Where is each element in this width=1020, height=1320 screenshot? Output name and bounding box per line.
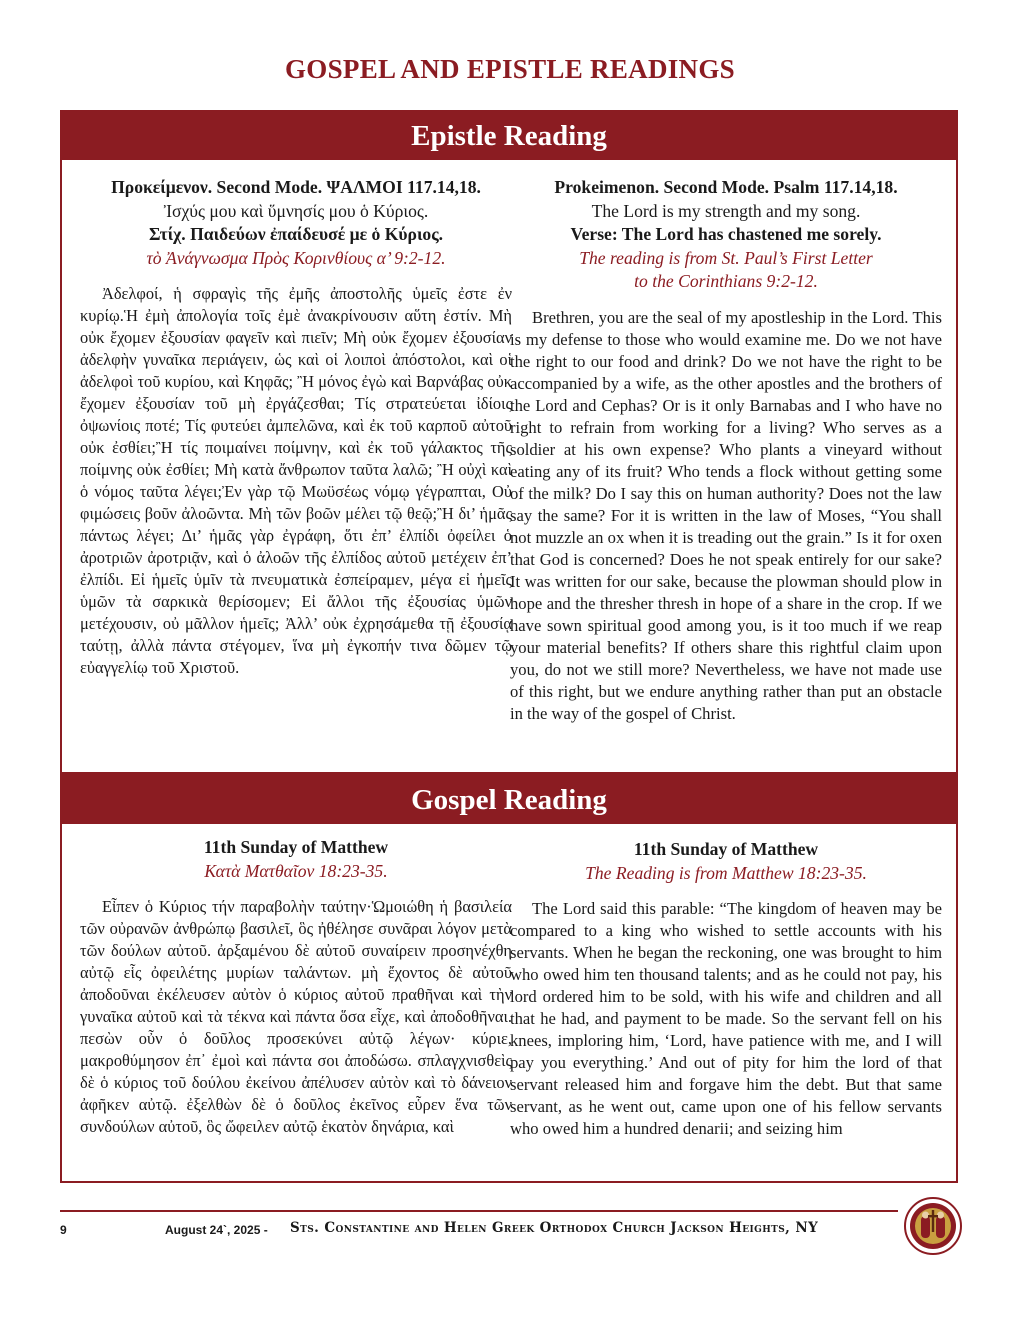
gospel-english-body: The Lord said this parable: “The kingdom of heaven may be compared to a king who wished to settle accounts with his servants. When he began the reckoning, one was brought to him who owed him ten thousand talents; and as he could not pay, his lord ordered him to be sold, with his wife and children and all that he had, and payment to be made. So the servant fell on his knees, imploring him, ‘Lord, have patience with me, and I will pay you everything.’ And out of pity for him the lord of that servant released him and forgave him the debt. But that same servant, as he went out, came upon one of his fellow servants who owed him a hundred denarii; and seizing him: [510, 899, 942, 1138]
church-seal-icon: [903, 1196, 963, 1256]
greek-prokeimenon: Προκείμενον. Second Mode. ΨΑΛΜΟΙ 117.14,18.: [111, 177, 481, 197]
gospel-header: Gospel Reading: [62, 776, 956, 824]
page-title: GOSPEL AND EPISTLE READINGS: [285, 54, 735, 84]
epistle-english-body: Brethren, you are the seal of my apostleship in the Lord. This is my defense to those who would examine me. Do we not have the right to our food and drink? Do we not have the right to be accompanied by a wife, as the other apostles and the brothers of the Lord and Cephas? Or is it only Barnabas and I who have no right to refrain from working for a living? Who serves as a soldier at his own expense? Who plants a vineyard without eating any of its fruit? Who tends a flock without getting some of the milk? Do I say this on human authority? Does not the law say the same? For it is written in the law of Moses, “You shall not muzzle an ox when it is treading out the grain.” Is it for oxen that God is concerned? Does he not speak entirely for our sake? It was written for our sake, because the plowman should plow in hope and the thresher thresh in hope of a share in the crop. If we have sown spiritual good among you, is it too much if we reap your material benefits? If others share this rightful claim upon you, do not we still more? Nevertheless, we have not made use of this right, but we endure anything rather than put an obstacle in the way of the gospel of Christ.: [510, 307, 942, 723]
english-prokeimenon-text: The Lord is my strength and my song.: [591, 200, 861, 221]
epistle-greek-body: Ἀδελφοί, ἡ σφραγὶς τῆς ἐμῆς ἀποστολῆς ὑμεῖς ἐστε ἐν κυρίῳ.Ἡ ἐμὴ ἀπολογία τοῖς ἐμὲ ἀνακρίνουσιν αὕτη ἐστίν. Μὴ οὐκ ἔχομεν ἐξουσίαν φαγεῖν καὶ πιεῖν; Μὴ οὐκ ἔχομεν ἐξουσίαν ἀδελφὴν γυναῖκα περιάγειν, ὡς καὶ οἱ λοιποὶ ἀπόστολοι, καὶ οἱ ἀδελφοὶ τοῦ κυρίου, καὶ Κηφᾶς; Ἢ μόνος ἐγὼ καὶ Βαρνάβας οὐκ ἔχομεν ἐξουσίαν τοῦ μὴ ἐργάζεσθαι; Τίς στρατεύεται ἰδίοις ὀψωνίοις ποτέ; Τίς φυτεύει ἀμπελῶνα, καὶ ἐκ τοῦ καρποῦ αὐτοῦ οὐκ ἐσθίει;Ἢ τίς ποιμαίνει ποίμνην, καὶ ἐκ τοῦ γάλακτος τῆς ποίμνης οὐκ ἐσθίει; Μὴ κατὰ ἄνθρωπον ταῦτα λαλῶ; Ἢ οὐχὶ καὶ ὁ νόμος ταῦτα λέγει;Ἐν γὰρ τῷ Μωϋσέως νόμῳ γέγραπται, Οὐ φιμώσεις βοῦν ἀλοῶντα. Μὴ τῶν βοῶν μέλει τῷ θεῷ;Ἢ δι’ ἡμᾶς πάντως λέγει; Δι’ ἡμᾶς γὰρ ἐγράφη, ὅτι ἐπ’ ἐλπίδι ὀφείλει ὁ ἀροτριῶν ἀροτριᾷν, καὶ ὁ ἀλοῶν τῆς ἐλπίδος αὐτοῦ μετέχειν ἐπ’ ἐλπίδι. Εἰ ἡμεῖς ὑμῖν τὰ πνευματικὰ ἐσπείραμεν, μέγα εἰ ἡμεῖς ὑμῶν τὰ σαρκικὰ θερίσομεν; Εἰ ἄλλοι τῆς ἐξουσίας ὑμῶν μετέχουσιν, οὐ μᾶλλον ἡμεῖς; Ἀλλ’ οὐκ ἐχρησάμεθα τῇ ἐξουσίᾳ ταύτῃ, ἀλλὰ πάντα στέγομεν, ἵνα μὴ ἐγκοπήν τινα δῶμεν τῷ εὐαγγελίῳ τοῦ Χριστοῦ.: [80, 284, 512, 677]
epistle-section: [60, 110, 958, 774]
gospel-greek-body: Εἶπεν ὁ Κύριος τήν παραβολὴν ταύτην·Ὡμοιώθη ἡ βασιλεία τῶν οὐρανῶν ἀνθρώπῳ βασιλεῖ, ὃς ἠθέλησε συνᾶραι λόγον μετὰ τῶν δούλων αὐτοῦ. ἀρξαμένου δὲ αὐτοῦ συναίρειν προσηνέχθη αὐτῷ εἷς ὀφειλέτης μυρίων ταλάντων. μὴ ἔχοντος δὲ αὐτοῦ ἀποδοῦναι ἐκέλευσεν αὐτὸν ὁ κύριος αὐτοῦ πραθῆναι καὶ τὴν γυναῖκα αὐτοῦ καὶ τὰ τέκνα καὶ πάντα ὅσα εἶχε, καὶ ἀποδοθῆναι. πεσὼν οὖν ὁ δοῦλος προσεκύνει αὐτῷ λέγων· κύριε, μακροθύμησον ἐπ᾽ ἐμοὶ καὶ πάντα σοι ἀποδώσω. σπλαγχνισθεὶς δὲ ὁ κύριος τοῦ δούλου ἐκείνου ἀπέλυσεν αὐτὸν καὶ τὸ δάνειον ἀφῆκεν αὐτῷ. ἐξελθὼν δὲ ὁ δοῦλος ἐκεῖνος εὗρεν ἕνα τῶν συνδούλων αὐτοῦ, ὃς ὤφειλεν αὐτῷ ἑκατὸν δηνάρια, καὶ: [80, 897, 512, 1136]
greek-verse: Στίχ. Παιδεύων ἐπαίδευσέ με ὁ Κύριος.: [148, 224, 444, 244]
english-prokeimenon: Prokeimenon. Second Mode. Psalm 117.14,18.: [554, 177, 898, 197]
footer-church-name: Sts. Constantine and Helen Greek Orthodox Church Jackson Heights, NY: [290, 1220, 819, 1236]
gospel-greek-sunday: 11th Sunday of Matthew: [203, 837, 389, 857]
gospel-english-sunday: 11th Sunday of Matthew: [633, 839, 819, 859]
gospel-section: [60, 774, 958, 1183]
gospel-english-heading: [510, 838, 942, 885]
gospel-greek-reference: Κατὰ Ματθαῖον 18:23-35.: [204, 860, 388, 881]
epistle-english-column: [510, 176, 942, 725]
gospel-english-column: [510, 836, 942, 1140]
footer-date: August 24`, 2025 -: [165, 1223, 268, 1237]
greek-prokeimenon-text: Ἰσχύς μου καὶ ὕμνησίς μου ὁ Κύριος.: [163, 200, 429, 221]
greek-reading-reference: τὸ Ἀνάγνωσμα Πρὸς Κορινθίους α’ 9:2-12.: [146, 247, 446, 268]
gospel-greek-column: [80, 836, 512, 1138]
gospel-english-reference: The Reading is from Matthew 18:23-35.: [585, 862, 867, 883]
epistle-header: Epistle Reading: [62, 112, 956, 160]
gospel-greek-heading: [80, 836, 512, 883]
epistle-greek-column: [80, 176, 512, 679]
english-reading-reference: The reading is from St. Paul’s First Letter: [579, 247, 873, 268]
epistle-greek-heading: [80, 176, 512, 270]
page-number: 9: [60, 1223, 67, 1237]
epistle-english-heading: [510, 176, 942, 294]
english-reading-reference-2: to the Corinthians 9:2-12.: [634, 271, 818, 291]
footer-divider: [60, 1210, 898, 1212]
english-verse: Verse: The Lord has chastened me sorely.: [570, 224, 882, 244]
